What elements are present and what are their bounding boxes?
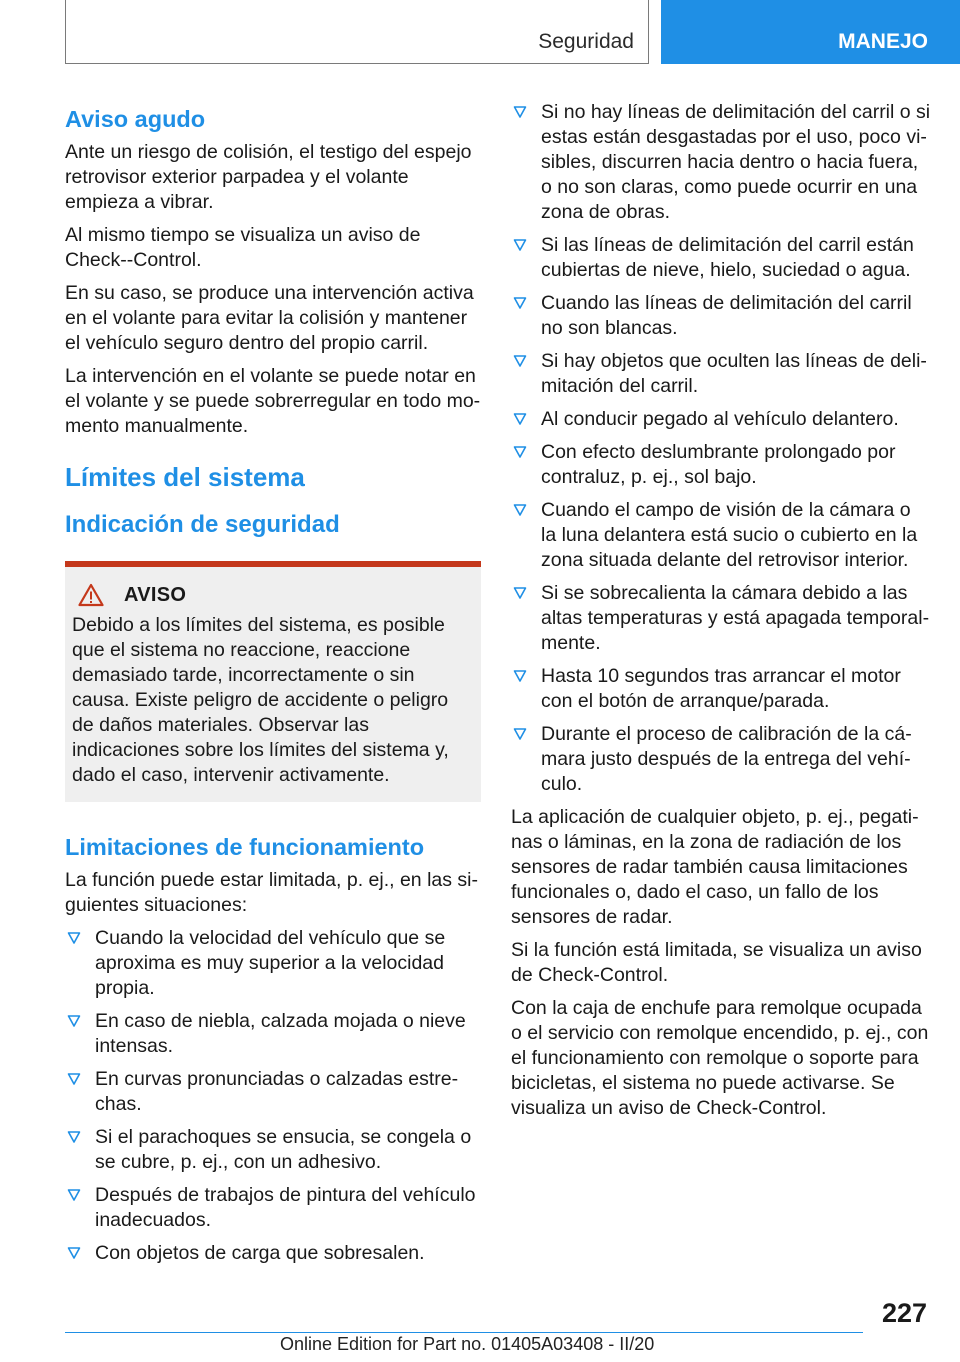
edition-footer: Online Edition for Part no. 01405A03408 - II/20 [280, 1334, 655, 1354]
triangle-bullet-icon [67, 1188, 81, 1202]
notice-header [72, 583, 473, 607]
triangle-bullet-icon [67, 1130, 81, 1144]
warning-triangle-icon [78, 583, 104, 607]
functional-limits-intro: La función puede estar limitada, p. ej., en las siguientes situaciones: [65, 869, 478, 916]
aviso-paragraph: La intervención en el volante se puede notar en el volante y se puede sobrerregular en todo momento manualmente. [65, 365, 481, 437]
triangle-bullet-icon [67, 1246, 81, 1260]
triangle-bullet-icon [513, 296, 527, 310]
list-item-text: Si no hay líneas de delimitación del carril o si estas están desgastadas por el uso, poco visibles, discurren hacia dentro o hacia fuera, o no son claras, como puede ocurrir en una zona de obras. [541, 101, 931, 223]
functional-limits-heading: Limitaciones de funcionamiento [65, 834, 425, 860]
list-item [511, 664, 931, 714]
triangle-bullet-icon [513, 354, 527, 368]
list-item-text: Si el parachoques se ensucia, se congela o se cubre, p. ej., con un adhesivo. [95, 1126, 472, 1173]
trailer-paragraph: Con la caja de enchufe para remolque ocupada o el servicio con remolque encendido, p. ej., con el funcionamiento con remolque o soporte para bicicletas, el sistema no puede activarse. Se visualiza un aviso de Check-Control. [511, 997, 929, 1119]
header-section-box [65, 0, 649, 64]
list-item-text: Con efecto deslumbrante prolongado por contraluz, p. ej., sol bajo. [541, 441, 896, 488]
list-item-text: Si se sobrecalienta la cámara debido a las altas temperaturas y está apagada temporalmente. [541, 582, 930, 654]
aviso-paragraph: Ante un riesgo de colisión, el testigo del espejo retrovisor exterior parpadea y el volante empieza a vibrar. [65, 141, 472, 213]
list-item-text: Con objetos de carga que sobresalen. [95, 1242, 425, 1264]
radar-paragraph: La aplicación de cualquier objeto, p. ej., pegatinas o láminas, en la zona de radiación de los sensores de radar también causa limitaciones funcionales o, dado el caso, un fallo de los sensores de radar. [511, 806, 919, 928]
aviso-paragraph: En su caso, se produce una intervención activa en el volante para evitar la colisión y mantener el vehículo seguro dentro del propio carril. [65, 282, 474, 354]
header-section-title: Seguridad [538, 30, 634, 53]
list-item [511, 100, 931, 225]
triangle-bullet-icon [513, 586, 527, 600]
list-item-text: En caso de niebla, calzada mojada o nieve intensas. [95, 1010, 466, 1057]
list-item-text: Después de trabajos de pintura del vehículo inadecuados. [95, 1184, 476, 1231]
list-item [511, 291, 931, 341]
list-item [65, 1241, 481, 1266]
triangle-bullet-icon [513, 238, 527, 252]
page-number: 227 [881, 1298, 927, 1328]
triangle-bullet-icon [67, 1014, 81, 1028]
list-item [511, 349, 931, 399]
list-item-text: Si las líneas de delimitación del carril están cubiertas de nieve, hielo, suciedad o agua. [541, 234, 914, 281]
header-chapter-tab [661, 0, 960, 64]
triangle-bullet-icon [67, 1072, 81, 1086]
aviso-paragraph: Al mismo tiempo se visualiza un aviso de Check--Control. [65, 224, 421, 271]
footer-divider [65, 1332, 863, 1333]
list-item [511, 722, 931, 797]
triangle-bullet-icon [513, 727, 527, 741]
triangle-bullet-icon [513, 105, 527, 119]
system-limits-heading: Límites del sistema [65, 462, 305, 492]
list-item [65, 1125, 481, 1175]
list-item [511, 440, 931, 490]
check-control-paragraph: Si la función está limitada, se visualiza un aviso de Check-Control. [511, 939, 922, 986]
list-item [511, 233, 931, 283]
list-item [65, 1183, 481, 1233]
right-column [511, 100, 931, 1129]
safety-notice-heading: Indicación de seguridad [65, 511, 340, 538]
page-header [0, 0, 960, 66]
list-item [65, 1067, 481, 1117]
header-chapter-label: MANEJO [838, 30, 928, 53]
aviso-agudo-heading: Aviso agudo [65, 106, 206, 132]
notice-label: AVISO [124, 583, 187, 606]
triangle-bullet-icon [67, 931, 81, 945]
list-item-text: Cuando la velocidad del vehículo que se aproxima es muy superior a la velocidad propia. [95, 927, 446, 999]
triangle-bullet-icon [513, 412, 527, 426]
list-item-text: En curvas pronunciadas o calzadas estrechas. [95, 1068, 459, 1115]
list-item [65, 1009, 481, 1059]
functional-limits-list [65, 926, 481, 1266]
triangle-bullet-icon [513, 445, 527, 459]
list-item-text: Hasta 10 segundos tras arrancar el motor con el botón de arranque/parada. [541, 665, 901, 712]
functional-limits-list-continued [511, 100, 931, 797]
list-item-text: Cuando las líneas de delimitación del carril no son blancas. [541, 292, 912, 339]
list-item-text: Si hay objetos que oculten las líneas de delimitación del carril. [541, 350, 927, 397]
list-item [511, 581, 931, 656]
list-item [511, 407, 931, 432]
triangle-bullet-icon [513, 669, 527, 683]
warning-notice-box [65, 561, 481, 802]
list-item [65, 926, 481, 1001]
list-item-text: Durante el proceso de calibración de la cámara justo después de la entrega del vehículo. [541, 723, 912, 795]
triangle-bullet-icon [513, 503, 527, 517]
list-item [511, 498, 931, 573]
list-item-text: Cuando el campo de visión de la cámara o la luna delantera está sucio o cubierto en la zona situada delante del retrovisor interior. [541, 499, 918, 571]
notice-text: Debido a los límites del sistema, es posible que el sistema no reaccione, reaccione demasiado tarde, incorrectamente o sin causa. Existe peligro de accidente o peligro de daños materiales. Observar las indicaciones sobre los límites del sistema y, dado el caso, intervenir activamente. [72, 614, 449, 786]
list-item-text: Al conducir pegado al vehículo delantero. [541, 408, 899, 430]
left-column [65, 100, 481, 1274]
